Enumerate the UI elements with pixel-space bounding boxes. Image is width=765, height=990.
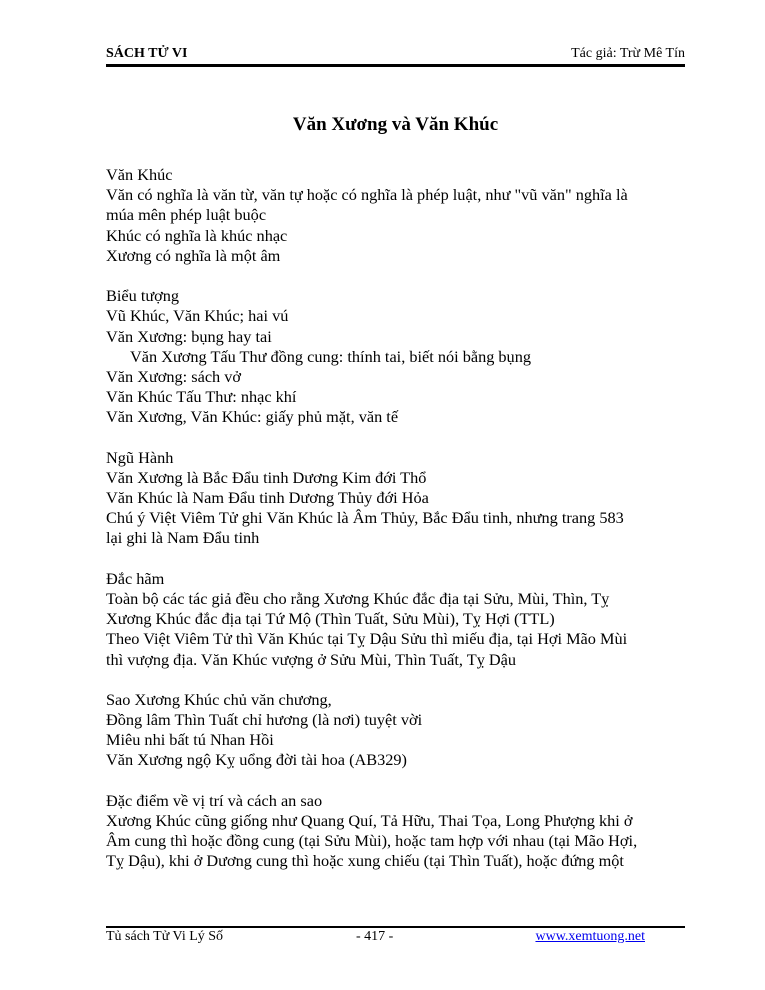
text-line: Văn Xương: sách vở <box>106 366 242 386</box>
page-title: Văn Xương và Văn Khúc <box>292 114 499 135</box>
section-van-khuc <box>106 165 681 266</box>
text-line: thì vượng địa. Văn Khúc vượng ở Sửu Mùi, Thìn Tuất, Tỵ Dậu <box>106 649 517 669</box>
text-line: Văn Khúc <box>106 165 173 184</box>
text-line: Xương có nghĩa là một âm <box>106 245 281 265</box>
text-line: Toàn bộ các tác giả đều cho rằng Xương Khúc đắc địa tại Sửu, Mùi, Thìn, Tỵ <box>106 588 610 608</box>
text-line: Văn Xương, Văn Khúc: giấy phủ mặt, văn tế <box>106 407 399 427</box>
text-line: Văn Xương là Bắc Đẩu tinh Dương Kim đới Thổ <box>106 467 427 487</box>
text-line-indented: Văn Xương Tấu Thư đồng cung: thính tai, biết nói bằng bụng <box>130 346 531 366</box>
section-verse <box>106 690 681 771</box>
verse-line: Miêu nhi bất tú Nhan Hồi <box>106 730 274 750</box>
text-line: Xương Khúc cũng giống như Quang Quí, Tả Hữu, Thai Tọa, Long Phượng khi ở <box>106 811 633 830</box>
document-body <box>106 165 681 872</box>
section-dac-ham <box>106 569 681 670</box>
section-ngu-hanh <box>106 448 681 549</box>
footer-divider <box>106 926 685 928</box>
text-line: Đặc điểm về vị trí và cách an sao <box>106 790 323 810</box>
footer-website-link[interactable]: www.xemtuong.net <box>535 929 645 944</box>
text-line: Vũ Khúc, Văn Khúc; hai vú <box>106 306 289 326</box>
text-line: Văn có nghĩa là văn từ, văn tự hoặc có nghĩa là phép luật, như "vũ văn" nghĩa là <box>106 185 628 205</box>
header-book-title: SÁCH TỬ VI <box>106 46 188 61</box>
text-line: Đắc hãm <box>106 568 165 588</box>
text-line: Âm cung thì hoặc đồng cung (tại Sửu Mùi), hoặc tam hợp với nhau (tại Mão Hợi, <box>106 831 638 851</box>
page-footer <box>106 929 685 949</box>
section-bieu-tuong <box>106 286 681 427</box>
text-line: Theo Việt Viêm Tử thì Văn Khúc tại Tỵ Dậu Sửu thì miếu địa, tại Hợi Mão Mùi <box>106 629 628 649</box>
text-line: múa mên phép luật buộc <box>106 205 267 225</box>
verse-line: Sao Xương Khúc chủ văn chương, <box>106 689 332 709</box>
verse-line: Văn Xương ngộ Kỵ uổng đời tài hoa (AB329) <box>106 750 407 770</box>
text-line: Chú ý Việt Viêm Tử ghi Văn Khúc là Âm Thủy, Bắc Đẩu tinh, nhưng trang 583 <box>106 508 624 528</box>
text-line: Văn Khúc Tấu Thư: nhạc khí <box>106 387 297 407</box>
header-author: Tác giả: Trừ Mê Tín <box>571 46 685 61</box>
text-line: Biểu tượng <box>106 286 180 306</box>
text-line: Văn Khúc là Nam Đẩu tinh Dương Thủy đới Hỏa <box>106 488 429 507</box>
page-header <box>106 46 685 66</box>
section-dac-diem <box>106 791 681 872</box>
text-line: Khúc có nghĩa là khúc nhạc <box>106 225 288 245</box>
page-number: - 417 - <box>356 929 394 944</box>
text-line: Tỵ Dậu), khi ở Dương cung thì hoặc xung chiếu (tại Thìn Tuất), hoặc đứng một <box>106 851 624 871</box>
text-line: Ngũ Hành <box>106 447 174 467</box>
text-line: Xương Khúc đắc địa tại Tứ Mộ (Thìn Tuất, Sửu Mùi), Tỵ Hợi (TTL) <box>106 609 555 629</box>
text-line: Văn Xương: bụng hay tai <box>106 326 272 346</box>
footer-series-name: Tủ sách Tử Vi Lý Số <box>106 929 224 944</box>
verse-line: Đồng lâm Thìn Tuất chỉ hương (là nơi) tuyệt vời <box>106 710 423 730</box>
text-line: lại ghi là Nam Đẩu tinh <box>106 528 260 548</box>
header-divider <box>106 64 685 67</box>
